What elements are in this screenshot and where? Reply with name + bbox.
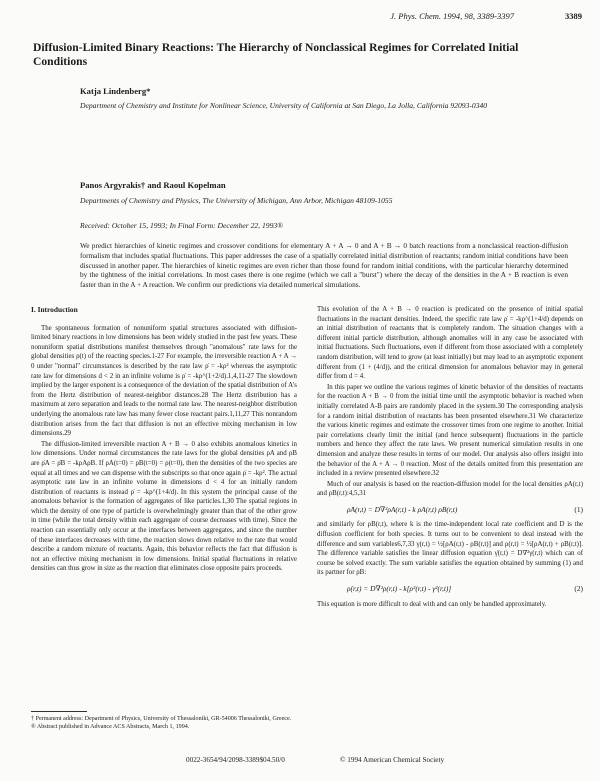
equation-number: (1) (574, 504, 583, 514)
affiliation-michigan: Departments of Chemistry and Physics, The University of Michigan, Ann Arbor, Michigan 48109-1055 (80, 196, 393, 205)
section-heading: I. Introduction (31, 305, 78, 314)
equation-body: ρ̇(r,t) = D∇²ρ(r,t) - k[ρ²(r,t) - γ²(r,t)] (347, 584, 452, 594)
equation-body: ρ̇A(r,t) = D∇²ρA(r,t) - k ρA(r,t) ρB(r,t) (347, 504, 458, 514)
page-number: 3389 (565, 11, 582, 21)
paragraph: This evolution of the A + B → 0 reaction is predicated on the presence of initial spatial fluctuations in the reactant densities. Indeed, the specific rate law ρ̇ = -kρ^(1+4/d) depends on an initial distribution of reactants that is completely random. The situation changes with a different initial particle distribution, although anomalies will in any case be associated with initial fluctuations. Such fluctuations, even if different from those associated with a completely random distribution, will tend to grow (at least initially) but may lead to an asymptotic exponent different from (1 + (4/d)), and the critical dimension for anomalous behavior may in general differ from d = 4. (317, 306, 583, 381)
paragraph: and similarly for ρB(r,t), where k is the time-independent local rate coefficient and D is the diffusion coefficient for both species. It turns out to be convenient to deal instead with the difference and sum variables6,7,33 γ(r,t) = ½[ρA(r,t) - ρB(r,t)] and ρ(r,t) = ½[ρA(r,t) + ρB(r,t)]. The difference variable satisfies the linear diffusion equation γ̇(r,t) = D∇²γ(r,t) which can of course be solved exactly. The sum variable satisfies the equation obtained by summing (1) and its partner for ρB: (317, 521, 583, 577)
author-lindenberg: Katja Lindenberg* (80, 86, 151, 96)
equation-number: (2) (574, 584, 583, 594)
paragraph: This equation is more difficult to deal with and can only be handled approximately. (317, 600, 547, 608)
copyright: © 1994 American Chemical Society (340, 756, 445, 764)
footnotes (31, 711, 297, 731)
footnote: ® Abstract published in Advance ACS Abstracts, March 1, 1994. (31, 724, 190, 731)
affiliation-ucsd: Department of Chemistry and Institute for Nonlinear Science, University of California at San Diego, La Jolla, California 92093-0340 (80, 101, 488, 110)
article-code: 0022-3654/94/2098-3389$04.50/0 (186, 756, 285, 764)
abstract: We predict hierarchies of kinetic regimes and crossover conditions for elementary A + A → 0 and A + B → 0 batch reactions from a nonclassical reaction-diffusion formalism that includes spatial fluctuations. This paper addresses the case of a spatially correlated initial distribution of reactants; random initial conditions have been discussed in another paper. The hierarchies of kinetic regimes are even richer than those found for random initial conditions, with the particular hierarchy determined by the tightness of the initial correlations. In most cases there is one regime (which we call a "burst") where the decay of the densities in the A + B reaction is even faster than in the A + A reaction. We confirm our predictions via detailed numerical simulations. (80, 241, 568, 290)
footnote-rule (31, 711, 87, 712)
paragraph: Much of our analysis is based on the reaction-diffusion model for the local densities ρA(r,t) and ρB(r,t):4,5,31 (317, 480, 583, 498)
journal-citation: J. Phys. Chem. 1994, 98, 3389-3397 (390, 11, 514, 21)
left-column (31, 305, 297, 575)
footnote: † Permanent address: Department of Physics, University of Thessaloniki, GR-54006 Thessaloniki, Greece. (31, 716, 292, 722)
received-dates: Received: October 15, 1993; In Final Form: December 22, 1993® (80, 221, 283, 230)
paper-title: Diffusion-Limited Binary Reactions: The Hierarchy of Nonclassical Regimes for Correlated Initial Conditions (33, 41, 519, 68)
author-argyrakis-kopelman: Panos Argyrakis† and Raoul Kopelman (80, 180, 226, 190)
paragraph: The diffusion-limited irreversible reaction A + B → 0 also exhibits anomalous kinetics in low dimensions. Under normal circumstances the rate laws for the global densities ρA and ρB are ρ̇A = ρ̇B = -kρAρB. If ρA(t=0) = ρB(t=0) = ρ(t=0), then the densities of the two species are equal at all times and we can dispense with the subscripts so that once again ρ̇ = -kρ². The actual asymptotic rate law in an infinite volume in dimensions d < 4 for an initially random distribution of reactants is instead ρ̇ = -kρ^(1+4/d). In this system the principal cause of the anomalous behavior is the formation of aggregates of like particles.1,30 The spatial regions in which the density of one type of particle is overwhelmingly greater than that of the other grow in time (while the total density within each aggregate of course decreases with time). Since the reaction can essentially only occur at the interfaces between aggregates, and since the number of these interfaces decreases with time, the reaction slows down relative to the rate that would describe a random mixture of reactants. Again, this behavior reflects the fact that diffusion is not an effective mixing mechanism in low dimensions. Initial spatial fluctuations in relative densities can thus grow in size as the reaction that eliminates close opposite pairs proceeds. (31, 440, 297, 573)
paragraph: The spontaneous formation of nonuniform spatial structures associated with diffusion-limited binary reactions in low dimensions has been widely studied in the past few years. These nonuniform spatial distributions manifest themselves through "anomalous" rate laws for the global densities ρ(t) of the reacting species.1-27 For example, the irreversible reaction A + A → 0 under "normal" circumstances is described by the rate law ρ̇ = -kρ² whereas the asymptotic rate law for dimensions d < 2 in an infinite volume is ρ̇ = -kρ^(1+2/d).1,4,11-27 The slowdown implied by the larger exponent is a consequence of the deviation of the spatial distribution of A's from the Hertz distribution of nearest-neighbor distances.28 The Hertz distribution has a maximum at zero separation and leads to the normal rate law. The nearest-neighbor distribution underlying the anomalous rate law has many fewer close reactant pairs.1,11,27 This nonrandom distribution arises from the fact that diffusion is not an effective mixing mechanism in low dimensions.29 (31, 324, 297, 438)
equation-2 (317, 584, 583, 594)
running-head (0, 10, 600, 24)
paragraph: In this paper we outline the various regimes of kinetic behavior of the densities of reactants for the reaction A + B → 0 from the initial time until the asymptotic behavior is reached when initially correlated A-B pairs are randomly placed in the system.30 The corresponding analysis for a random initial distribution of reactants has been presented elsewhere.31 We characterize the various kinetic regimes and estimate the crossover times from one regime to another. Initial pair correlations clearly limit the initial (and hence subsequent) fluctuations in the particle numbers and hence they affect the rate laws. We present numerical simulation results in one dimension and analyze these results in terms of our model. Our analysis also offers insight into the behavior of the A + A → 0 reaction. Most of the details omitted from this presentation are included in a review presented elsewhere.32 (317, 383, 583, 478)
right-column (317, 305, 583, 610)
equation-1 (317, 505, 583, 515)
